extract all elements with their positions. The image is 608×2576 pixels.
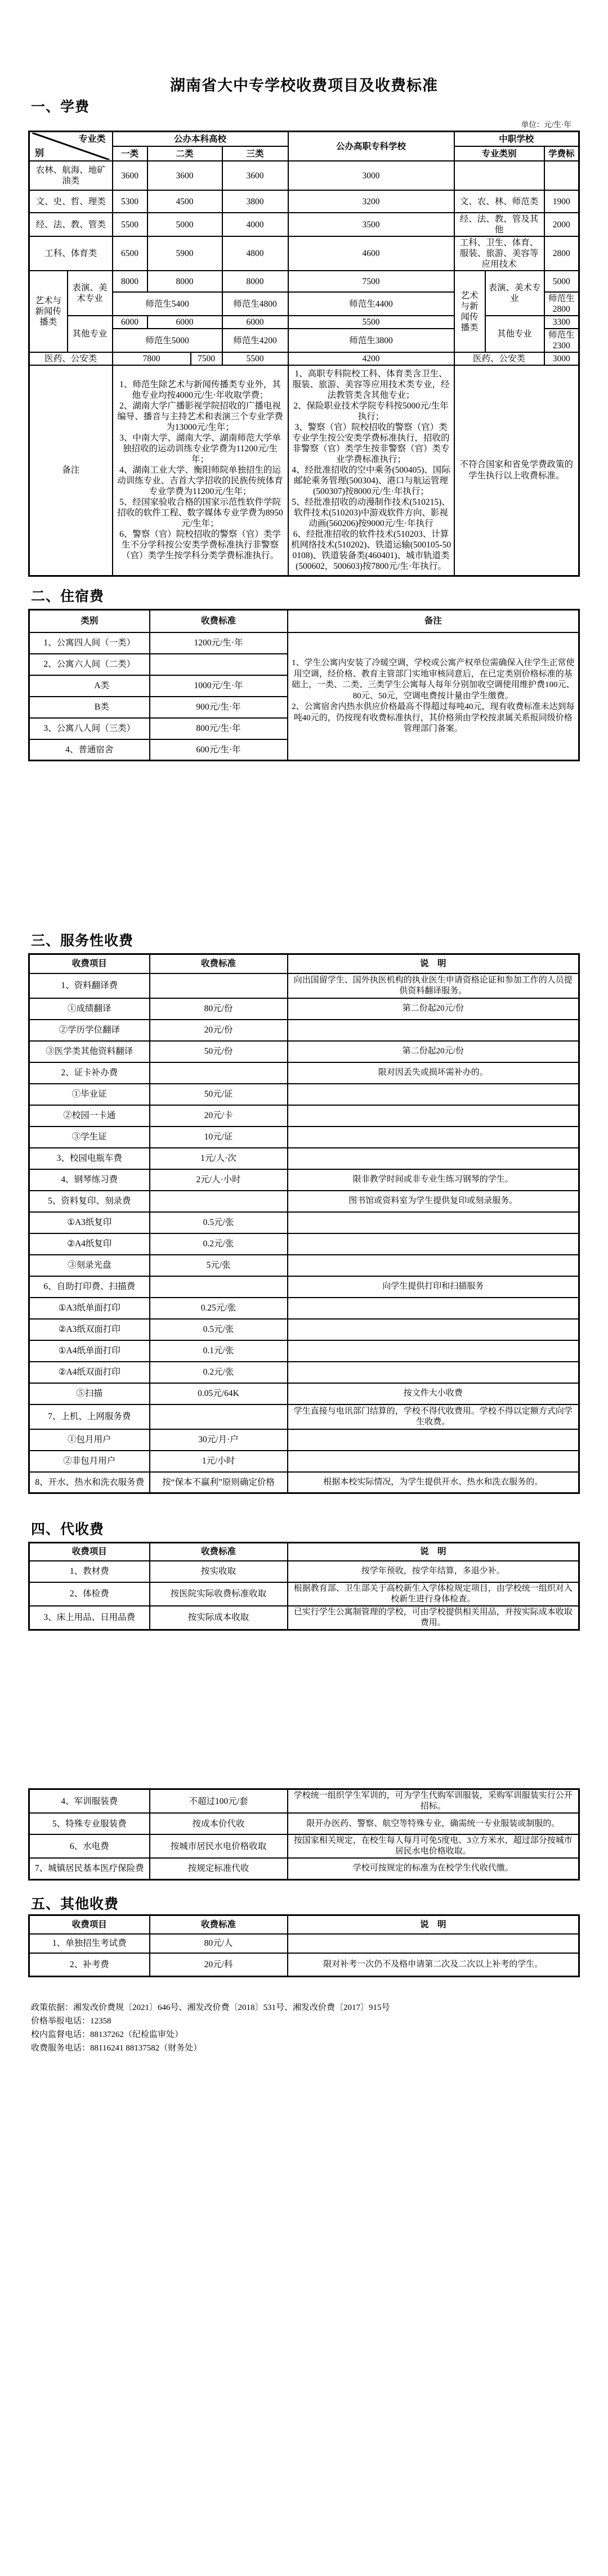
standard-cell: 80元/份 — [150, 998, 288, 1020]
note-cell: 已实行学生公寓制管理的学校，可由学校提供相关用品，并按实际成本收取费用。 — [288, 1606, 579, 1630]
category-cell: 工科、体育类 — [29, 236, 113, 271]
note-cell: 按文件大小收费 — [288, 1383, 579, 1404]
row — [29, 632, 579, 654]
note-cell — [288, 1255, 579, 1276]
value-cell: 3800 — [222, 190, 288, 213]
standard-cell: 50元/份 — [150, 1041, 288, 1062]
value-cell: 8000 — [113, 271, 147, 292]
standard-cell: 按“保本不赢利”原则确定价格 — [150, 1472, 288, 1493]
agency-table-part2 — [28, 1788, 580, 1881]
row — [29, 1233, 579, 1255]
diagonal-label-bottom: 别 — [35, 149, 44, 158]
secondary-major-cell: 医药、公安类 — [454, 352, 544, 365]
standard-cell: 0.1元/张 — [150, 1340, 288, 1362]
normal-student-cell: 师范生3800 — [288, 329, 454, 352]
service-table — [28, 953, 580, 1494]
value-cell: 5500 — [288, 316, 454, 329]
page-title: 湖南省大中专学校收费项目及收费标准 — [170, 77, 438, 94]
row — [29, 316, 579, 329]
row — [29, 954, 579, 973]
value-cell: 1900 — [544, 190, 579, 213]
header-public-undergrad: 公办本科高校 — [113, 132, 288, 147]
note-cell: 限非教学时间或非专业生练习钢琴的学生。 — [288, 1169, 579, 1191]
standard-cell: 50元/证 — [150, 1084, 288, 1105]
note-cell: 按国家相关规定，在校生每人每月可免5度电、3立方米水，超过部分按城市居民水电价格收取。 — [288, 1834, 579, 1858]
row — [29, 1084, 579, 1105]
value-cell: 6000 — [147, 316, 222, 329]
note-cell: 限对补考一次仍不及格申请第二次及二次以上补考的学生。 — [288, 1953, 579, 1977]
item-cell: ①A4纸单面打印 — [29, 1340, 150, 1362]
value-cell: 8000 — [222, 271, 288, 292]
header-tier1: 一类 — [113, 146, 147, 161]
standard-cell: 按规定标准代收 — [150, 1858, 288, 1879]
note-item: 3、中南大学、湖南大学、湖南师范大学单独招收的运动训练专业学费为11200元/生年； — [119, 433, 281, 465]
value-cell: 4800 — [222, 236, 288, 271]
item-cell: 6、自助打印费、扫描费 — [29, 1276, 150, 1298]
note-item: 4、经批准招收的空中乘务(500405)、国际邮轮乘务管理(500304)、港口与航运管理(500307)按8000元/生·年执行； — [292, 465, 450, 497]
row — [29, 610, 579, 632]
row — [29, 1191, 579, 1212]
header-secondary: 中职学校 — [454, 132, 579, 147]
value-cell: 7500 — [288, 271, 454, 292]
notes-vocational-cell — [288, 365, 454, 576]
row — [29, 1429, 579, 1451]
standard-cell: 按城市居民水电价格收取 — [150, 1834, 288, 1858]
value-cell: 5000 — [544, 271, 579, 292]
value-cell: 6000 — [113, 316, 147, 329]
standard-cell: 1200元/生·年 — [150, 632, 288, 654]
row — [29, 1340, 579, 1362]
empty-cell — [454, 161, 544, 190]
value-cell: 3500 — [288, 213, 454, 236]
notes-label-cell: 备注 — [29, 365, 113, 576]
header-secondary-major: 专业类别 — [454, 146, 544, 161]
section-heading-tuition: 一、学费 — [31, 100, 90, 115]
item-cell: 8、开水、热水和洗衣服务费 — [29, 1472, 150, 1493]
normal-student-cell: 师范生2300 — [544, 329, 579, 352]
value-cell: 5000 — [147, 213, 222, 236]
note-cell: 根据教育部、卫生部关于高校新生入学体检规定项目，由学校统一组织对入校新生进行身体检查。 — [288, 1582, 579, 1606]
note-item: 5、经批准招收的动漫制作技术(510215)、软件技术(510203)中游戏软件方向、影视动画(560206)按9000元/生·年执行 — [292, 497, 450, 529]
header-note: 说 明 — [288, 1543, 579, 1561]
note-cell: 第二份起20元/份 — [288, 998, 579, 1020]
note-cell: 按学年预收，按学年结算，多退少补。 — [288, 1561, 579, 1582]
value-cell: 3600 — [147, 161, 222, 190]
normal-student-cell: 师范生4800 — [222, 292, 288, 316]
item-cell: 5、特殊专业服装费 — [29, 1813, 150, 1834]
item-cell: 4、钢琴练习费 — [29, 1169, 150, 1191]
empty-cell — [544, 161, 579, 190]
agency-table-part1 — [28, 1542, 580, 1631]
value-cell: 4600 — [288, 236, 454, 271]
normal-student-cell: 师范生4200 — [222, 329, 288, 352]
value-cell: 5900 — [147, 236, 222, 271]
header-standard: 收费标准 — [150, 954, 288, 973]
item-cell: ③刻录光盘 — [29, 1255, 150, 1276]
value-cell: 5300 — [113, 190, 147, 213]
standard-cell: 0.5元/张 — [150, 1319, 288, 1340]
header-category: 类别 — [29, 610, 150, 632]
note-item: 6、经批准招收的软件技术(510203、计算机网络技术(510202)、铁道运输(500105-500108)、铁道装备类(460401)、城市轨道类(500602，500603)按7800元/生·年执行。 — [290, 529, 451, 572]
header-item: 收费项目 — [29, 1543, 150, 1561]
row — [29, 1212, 579, 1233]
note-cell — [288, 1212, 579, 1233]
category-cell: A类 — [29, 675, 150, 697]
standard-cell: 20元/科 — [150, 1953, 288, 1977]
standard-cell: 900元/生·年 — [150, 697, 288, 718]
item-cell: ①成绩翻译 — [29, 998, 150, 1020]
standard-cell: 0.05元/64K — [150, 1383, 288, 1404]
standard-cell: 30元/月·户 — [150, 1429, 288, 1451]
row — [29, 1953, 579, 1977]
art-subcategory-cell: 表演、美术专业 — [68, 271, 113, 316]
item-cell: 2、补考费 — [29, 1953, 150, 1977]
standard-cell: 10元/证 — [150, 1127, 288, 1148]
row — [29, 1606, 579, 1630]
standard-cell: 0.2元/张 — [150, 1233, 288, 1255]
note-cell — [288, 1298, 579, 1319]
accommodation-notes-cell — [288, 632, 579, 761]
note-cell — [288, 1451, 579, 1472]
item-cell: ①A3纸单面打印 — [29, 1298, 150, 1319]
item-cell: ②非包月用户 — [29, 1451, 150, 1472]
header-secondary-fee: 学费标 — [544, 146, 579, 161]
item-cell: ③医学类其他资料翻译 — [29, 1041, 150, 1062]
item-cell: ②A4纸复印 — [29, 1233, 150, 1255]
category-cell: 3、公寓八人间（三类） — [29, 718, 150, 739]
item-cell: 3、校园电瓶车费 — [29, 1148, 150, 1169]
item-cell: 1、教材费 — [29, 1561, 150, 1582]
header-note: 说 明 — [288, 954, 579, 973]
standard-cell: 1000元/生·年 — [150, 675, 288, 697]
row — [29, 1041, 579, 1062]
value-cell: 2000 — [544, 213, 579, 236]
item-cell: 2、证卡补办费 — [29, 1062, 150, 1084]
standard-cell — [150, 1404, 288, 1429]
header-item: 收费项目 — [29, 954, 150, 973]
value-cell: 5500 — [113, 213, 147, 236]
standard-cell: 1元/小时 — [150, 1451, 288, 1472]
standard-cell: 0.2元/张 — [150, 1362, 288, 1383]
standard-cell: 80元/人 — [150, 1934, 288, 1953]
value-cell: 7800 — [113, 352, 191, 365]
note-item: 2、湖南大学广播影视学院招收的广播电视编导、播音与主持艺术和表演三个专业学费为13000元/生年； — [117, 401, 283, 433]
normal-student-cell: 师范生5400 — [113, 292, 222, 316]
value-cell: 2800 — [544, 236, 579, 271]
header-note: 备注 — [288, 610, 579, 632]
item-cell: 3、床上用品、日用品费 — [29, 1606, 150, 1630]
item-cell: ②校园一卡通 — [29, 1105, 150, 1127]
row — [29, 236, 579, 271]
standard-cell: 2元/人·小时 — [150, 1169, 288, 1191]
section-heading-other: 五、其他收费 — [31, 1897, 119, 1912]
art-group-cell: 艺术与新闻传播类 — [29, 271, 68, 352]
value-cell: 3300 — [544, 316, 579, 329]
row — [29, 1276, 579, 1298]
standard-cell — [150, 1191, 288, 1212]
item-cell: ②A3纸双面打印 — [29, 1319, 150, 1340]
diagonal-wrap — [32, 133, 110, 160]
item-cell: ①A3纸复印 — [29, 1212, 150, 1233]
notes-undergrad-cell — [113, 365, 288, 576]
row — [29, 1062, 579, 1084]
row — [29, 1543, 579, 1561]
accommodation-table — [28, 609, 580, 761]
note-item: 5、经国家验收合格的国家示范性软件学院招收的软件工程、数字媒体专业学费为8950元/生年； — [117, 497, 283, 529]
standard-cell: 按成本价代收 — [150, 1813, 288, 1834]
standard-cell: 按实收取 — [150, 1561, 288, 1582]
standard-cell — [150, 973, 288, 998]
row — [29, 1582, 579, 1606]
category-cell: 2、公寓六人间（二类） — [29, 654, 150, 675]
item-cell: ②学历学位翻译 — [29, 1020, 150, 1041]
item-cell: 6、水电费 — [29, 1834, 150, 1858]
value-cell: 3200 — [288, 190, 454, 213]
row — [29, 1404, 579, 1429]
header-tier2: 二类 — [147, 146, 222, 161]
item-cell: 2、体检费 — [29, 1582, 150, 1606]
header-tier3: 三类 — [222, 146, 288, 161]
row — [29, 1298, 579, 1319]
note-cell — [288, 1319, 579, 1340]
unit-note: 单位：元/生·年 — [521, 120, 571, 129]
secondary-major-cell: 经、法、教、管及其他 — [454, 213, 544, 236]
row — [29, 1451, 579, 1472]
note-cell: 限对因丢失或损坏需补办的。 — [288, 1062, 579, 1084]
note-item: 1、师范生除艺术与新闻传播类专业外，其他专业均按4000元/生·年收取学费； — [119, 380, 281, 401]
row — [29, 352, 579, 365]
value-cell: 3000 — [544, 352, 579, 365]
row — [29, 1255, 579, 1276]
note-cell — [288, 1340, 579, 1362]
row — [29, 213, 579, 236]
standard-cell: 不超过100元/套 — [150, 1789, 288, 1814]
note-item: 1、高职专科院校工科、体育类含卫生、服装、旅游、美容等应用技术类专业，经法教管类含其他专业； — [292, 369, 450, 401]
note-cell: 学生直接与电讯部门结算的，学校不得代收费用。学校不得以定额方式向学生收费。 — [288, 1404, 579, 1429]
note-cell: 学校可按规定的标准为在校学生代收代缴。 — [288, 1858, 579, 1879]
note-cell: 限开办医药、警察、航空等特殊专业，确需统一专业服装或制服的。 — [288, 1813, 579, 1834]
note-cell — [288, 1233, 579, 1255]
diagonal-label-top: 专业类 — [78, 134, 106, 144]
other-table — [28, 1914, 580, 1977]
item-cell: 1、单独招生考试费 — [29, 1934, 150, 1953]
row — [29, 271, 579, 292]
value-cell: 4000 — [222, 213, 288, 236]
category-cell: 医药、公安类 — [29, 352, 113, 365]
standard-cell — [150, 1062, 288, 1084]
standard-cell: 1元/人·次 — [150, 1148, 288, 1169]
footer-supervision-phone: 校内监督电话：88137262（纪检监审处） — [31, 2030, 184, 2039]
row — [29, 1915, 579, 1934]
standard-cell: 0.25元/张 — [150, 1298, 288, 1319]
note-cell — [288, 1934, 579, 1953]
header-standard: 收费标准 — [150, 1543, 288, 1561]
note-cell — [288, 1429, 579, 1451]
value-cell: 4200 — [288, 352, 454, 365]
note-cell: 根据本校实际情况，为学生提供开水、热水和洗衣服务的。 — [288, 1472, 579, 1493]
row — [29, 973, 579, 998]
note-item: 3、警察（官）院校招收的警察（官）类专业学生按公安类学费标准执行，招收的非警察（官）类学生按非警察（官）类专业学费标准执行； — [292, 423, 450, 465]
note-cell: 第二份起20元/份 — [288, 1041, 579, 1062]
row — [29, 1472, 579, 1493]
category-cell: 经、法、教、管类 — [29, 213, 113, 236]
row — [29, 161, 579, 190]
item-cell: 1、资料翻译费 — [29, 973, 150, 998]
art-subcategory-cell-secondary: 表演、美术专业 — [485, 271, 544, 316]
header-note: 说 明 — [288, 1915, 579, 1934]
value-cell: 5500 — [222, 352, 288, 365]
category-cell: 文、史、哲、理类 — [29, 190, 113, 213]
note-item: 2、保险职业技术学院专科按5000元/生年执行； — [293, 401, 449, 422]
art-subcategory-cell-secondary: 其他专业 — [485, 316, 544, 352]
value-cell: 8000 — [147, 271, 222, 292]
footer-fee-service-phone: 收费服务电话：88116241 88137582（财务处） — [31, 2044, 202, 2053]
item-cell: 4、军训服装费 — [29, 1789, 150, 1814]
note-cell — [288, 1084, 579, 1105]
row — [29, 1020, 579, 1041]
standard-cell — [150, 1276, 288, 1298]
category-cell: 4、普通宿舍 — [29, 739, 150, 761]
footer-policy-basis: 政策依据：湘发改价费规〔2021〕646号、湘发改价费〔2018〕531号、湘发改价费〔2017〕915号 — [31, 2003, 390, 2012]
header-standard: 收费标准 — [150, 610, 288, 632]
note-cell — [288, 1127, 579, 1148]
category-cell: 1、公寓四人间（一类） — [29, 632, 150, 654]
standard-cell: 按实际成本收取 — [150, 1606, 288, 1630]
note-cell — [288, 1148, 579, 1169]
header-standard: 收费标准 — [150, 1915, 288, 1934]
note-cell — [288, 1362, 579, 1383]
note-cell: 向出国留学生、国外执医机构的执业医生申请资格论证和参加工作的人员提供资料翻译服务。 — [288, 973, 579, 998]
note-cell — [288, 1105, 579, 1127]
value-cell: 7500 — [191, 352, 222, 365]
value-cell: 4500 — [147, 190, 222, 213]
value-cell: 6500 — [113, 236, 147, 271]
row — [29, 1383, 579, 1404]
row — [29, 132, 579, 147]
header-item: 收费项目 — [29, 1915, 150, 1934]
row — [29, 190, 579, 213]
art-group-cell-secondary: 艺术与新闻传播类 — [454, 271, 485, 352]
value-cell: 3600 — [222, 161, 288, 190]
standard-cell: 20元/份 — [150, 1020, 288, 1041]
row — [29, 1169, 579, 1191]
note-cell: 学校统一组织学生军训的，可为学生代购军训服装，采购军训服装实行公开招标。 — [288, 1789, 579, 1814]
standard-cell: 600元/生·年 — [150, 739, 288, 761]
standard-cell — [150, 654, 288, 675]
section-heading-service: 三、服务性收费 — [31, 934, 134, 949]
footer-price-hotline: 价格举报电话：12358 — [31, 2017, 111, 2026]
notes-secondary-cell: 不符合国家和省免学费政策的学生执行以上收费标准。 — [454, 365, 579, 576]
note-item: 1、学生公寓内安装了冷暖空调，学校或公寓产权单位需确保入住学生正常使用空调，经价格、教育主管部门实地审核同意后，在已定类别价格标准的基础上，一类、二类、三类学生公寓每人每年分别加收空调使用维护费100元、80元、50元，空调电费按计量由学生缴费。 — [291, 658, 575, 701]
row — [29, 998, 579, 1020]
value-cell: 3000 — [288, 161, 454, 190]
category-cell: B类 — [29, 697, 150, 718]
item-cell: ②A4纸双面打印 — [29, 1362, 150, 1383]
value-cell: 6000 — [222, 316, 288, 329]
normal-student-cell: 师范生4400 — [288, 292, 454, 316]
row — [29, 1813, 579, 1834]
note-item: 2、公寓宿舍内热水供应价格最高不得超过每吨40元，现有收费标准未达到每吨40元的，仍按现有收费标准执行，其价格须由学校按隶属关系报同级价格管理部门备案。 — [291, 702, 575, 733]
note-item: 6、警察（官）院校招收的警察（官）类学生不分学科按公安类学费标准执行非警察（官）类学生按学科分类学费标准执行。 — [119, 529, 281, 561]
row — [29, 1105, 579, 1127]
standard-cell: 5元/张 — [150, 1255, 288, 1276]
item-cell: ①毕业证 — [29, 1084, 150, 1105]
row — [29, 1934, 579, 1953]
item-cell: ①包月用户 — [29, 1429, 150, 1451]
art-subcategory-cell: 其他专业 — [68, 316, 113, 352]
row — [29, 1789, 579, 1814]
item-cell: ⑤扫描 — [29, 1383, 150, 1404]
footer — [31, 2001, 390, 2055]
row — [29, 1561, 579, 1582]
category-cell: 农林、航海、地矿油类 — [29, 161, 113, 190]
note-cell: 向学生提供打印和扫描服务 — [288, 1276, 579, 1298]
standard-cell: 按医院实际收费标准收取 — [150, 1582, 288, 1606]
standard-cell: 0.5元/张 — [150, 1212, 288, 1233]
row — [29, 1362, 579, 1383]
item-cell: 5、资料复印、刻录费 — [29, 1191, 150, 1212]
normal-student-cell: 师范生2800 — [544, 292, 579, 316]
secondary-major-cell: 文、农、林、师范类 — [454, 190, 544, 213]
header-vocational: 公办高职专科学校 — [288, 132, 454, 161]
note-cell — [288, 1020, 579, 1041]
row — [29, 1319, 579, 1340]
standard-cell: 20元/卡 — [150, 1105, 288, 1127]
note-cell: 图书馆或资料室为学生提供复印或刻录服务。 — [288, 1191, 579, 1212]
item-cell: 7、城镇居民基本医疗保险费 — [29, 1858, 150, 1879]
tuition-table — [28, 131, 580, 577]
item-cell: 7、上机、上网服务费 — [29, 1404, 150, 1429]
row — [29, 1127, 579, 1148]
item-cell: ③学生证 — [29, 1127, 150, 1148]
standard-cell: 800元/生·年 — [150, 718, 288, 739]
diagonal-header-cell — [29, 132, 113, 161]
section-heading-agency: 四、代收费 — [31, 1522, 105, 1537]
secondary-major-cell: 工科、卫生、体育、服装、旅游、美容等应用技术 — [454, 236, 544, 271]
row — [29, 365, 579, 576]
normal-student-cell: 师范生5000 — [113, 329, 222, 352]
row — [29, 1834, 579, 1858]
section-heading-accommodation: 二、住宿费 — [31, 589, 105, 604]
row — [29, 1858, 579, 1879]
row — [29, 1148, 579, 1169]
note-item: 4、湖南工业大学、衡阳师院单独招生的运动训练专业、吉首大学招收的民族传统体育专业学费为11200元/生年； — [117, 465, 283, 497]
value-cell: 3600 — [113, 161, 147, 190]
